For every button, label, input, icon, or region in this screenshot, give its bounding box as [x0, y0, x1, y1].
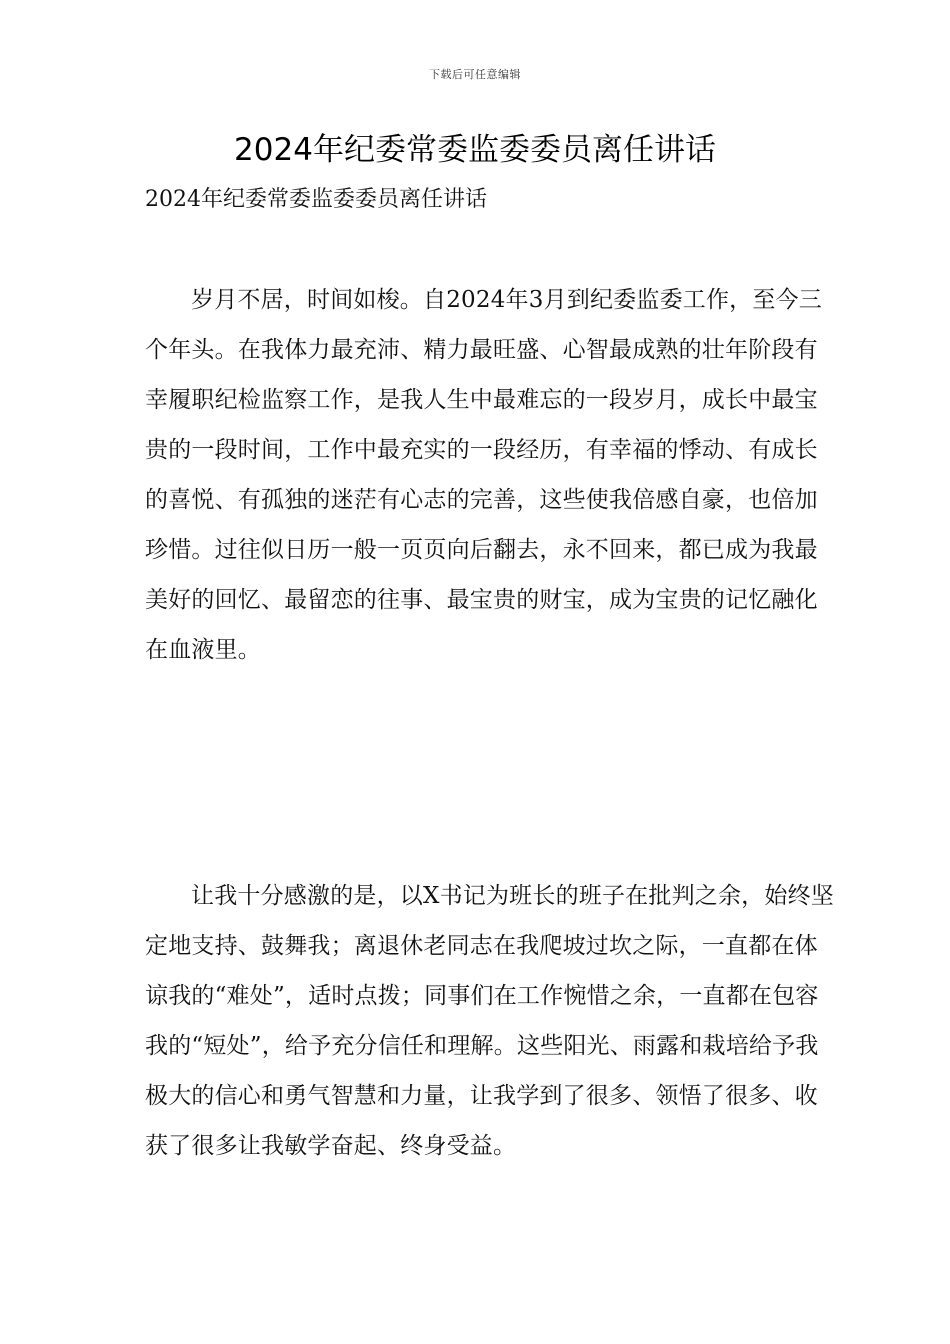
document-subtitle: 2024年纪委常委监委委员离任讲话 — [145, 187, 487, 212]
paragraph: 让我十分感激的是，以X书记为班长的班子在批判之余，始终坚定地支持、鼓舞我；离退休老同志在我爬坡过坎之际，一直都在体谅我的“难处”，适时点拨；同事们在工作惋惜之余，一直都在包容我的“短处”，给予充分信任和理解。这些阳光、雨露和栽培给予我极大的信心和勇气智慧和力量，让我学到了很多、领悟了很多、收获了很多让我敏学奋起、终身受益。 — [145, 883, 834, 1159]
document-title: 2024年纪委常委监委委员离任讲话 — [234, 132, 716, 168]
paragraph: 岁月不居，时间如梭。自2024年3月到纪委监委工作，至今三个年头。在我体力最充沛、精力最旺盛、心智最成熟的壮年阶段有幸履职纪检监察工作，是我人生中最难忘的一段岁月，成长中最宝贵的一段时间，工作中最充实的一段经历，有幸福的悸动、有成长的喜悦、有孤独的迷茫有心志的完善，这些使我倍感自豪，也倍加珍惜。过往似日历一般一页页向后翻去，永不回来，都已成为我最美好的回忆、最留恋的往事、最宝贵的财宝，成为宝贵的记忆融化在血液里。 — [145, 287, 822, 663]
header-note: 下载后可任意编辑 — [429, 68, 521, 81]
